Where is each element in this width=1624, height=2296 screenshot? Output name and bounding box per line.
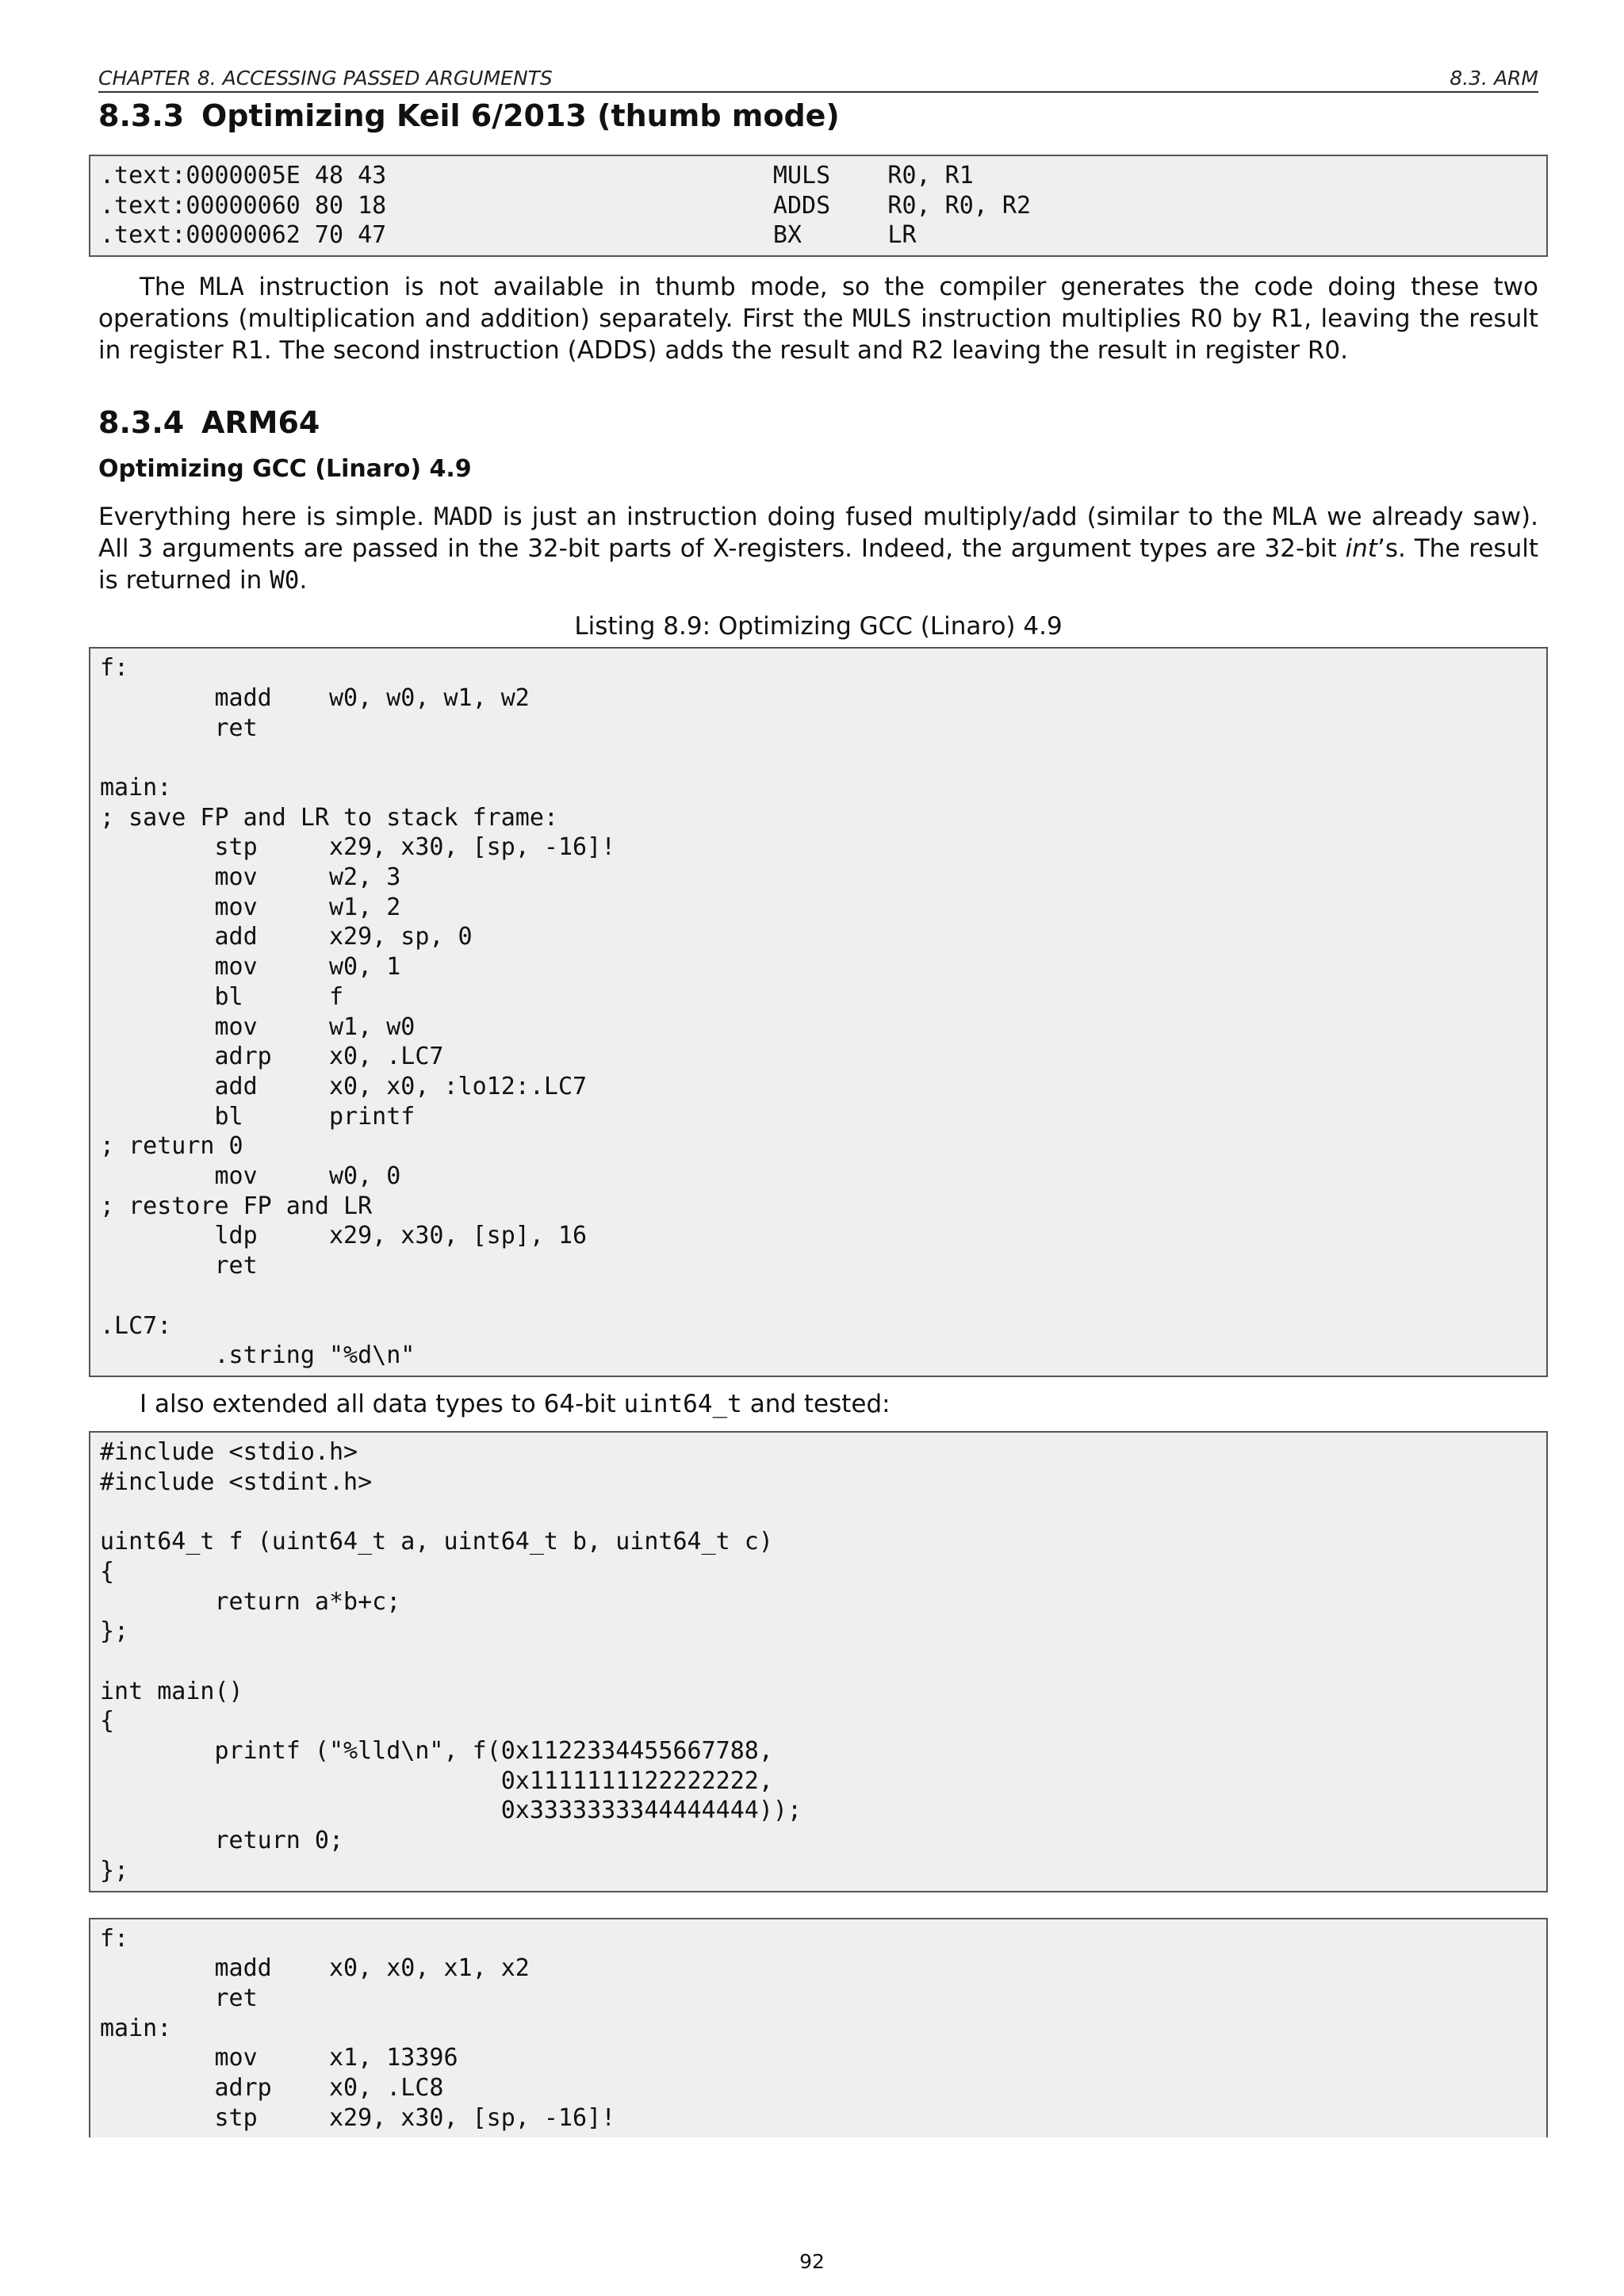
section-number: 8.3.4	[98, 405, 185, 441]
section-title: Optimizing Keil 6/2013 (thumb mode)	[201, 98, 840, 133]
header-chapter: CHAPTER 8. ACCESSING PASSED ARGUMENTS	[98, 67, 553, 90]
listing-c-code: #include <stdio.h> #include <stdint.h> uint64_t f (uint64_t a, uint64_t b, uint64_t c) { return a*b+c; }; int main() { printf ("%lld\n", f(0x1122334455667788, 0x1111111122222222, 0x3333333344444444)); return 0; };	[100, 1437, 802, 1885]
section-heading-834	[98, 400, 1538, 446]
running-header	[98, 67, 1538, 93]
inline-code: MLA	[199, 273, 244, 302]
listing-8-9	[89, 647, 1548, 1377]
text: Everything here is simple.	[98, 503, 435, 532]
italic-text: int	[1345, 534, 1377, 564]
inline-code: W0	[270, 566, 300, 595]
text: is just an instruction doing fused multiply/add (similar to the	[492, 503, 1274, 532]
text: I also extended all data types to 64-bit	[140, 1389, 624, 1418]
listing-arm64-code: f: madd x0, x0, x1, x2 ret main: mov x1, 13396 adrp x0, .LC8 stp x29, x30, [sp, -16]!	[100, 1924, 616, 2132]
header-section: 8.3. ARM	[1450, 67, 1538, 90]
listing-arm64-asm	[89, 1918, 1548, 2138]
listing-8-9-code: f: madd w0, w0, w1, w2 ret main: ; save FP and LR to stack frame: stp x29, x30, [sp, -16]! mov w2, 3 mov w1, 2 add x29, sp, 0 mov w0, 1 bl f mov w1, w0 adrp x0, .LC7 add x0, x0, :lo12:.LC7 bl printf ; return 0 mov w0, 0 ; restore FP and LR ldp x29, x30, [sp], 16 ret .LC7: .string "%d\n"	[100, 654, 616, 1370]
text: and tested:	[741, 1389, 891, 1418]
page-number: 92	[799, 2250, 825, 2273]
paragraph-uint64	[98, 1388, 1538, 1420]
listing-c-source	[89, 1431, 1548, 1892]
page-content	[98, 67, 1538, 2137]
text: we already saw). All 3 arguments are passed in the 32-bit parts of X-registers. Indeed, the argument types are 32-bit	[98, 503, 1538, 564]
text: The	[140, 273, 200, 302]
inline-code: MADD	[434, 503, 493, 532]
section-heading-833	[98, 93, 1538, 139]
text: .	[299, 566, 308, 595]
inline-code: uint64_t	[623, 1389, 742, 1418]
section-number: 8.3.3	[98, 98, 185, 133]
listing-caption: Listing 8.9: Optimizing GCC (Linaro) 4.9	[574, 612, 1063, 641]
section-title: ARM64	[201, 405, 320, 441]
text: instruction is not available in thumb mode, so the compiler generates the code doing these two operations (multiplication and addition) separately. First the	[98, 273, 1538, 334]
paragraph-madd	[98, 501, 1538, 596]
paragraph-mla	[98, 271, 1538, 366]
listing-keil-thumb	[89, 155, 1548, 257]
text: instruction multiplies R0 by R1, leaving the result in register R1. The second instruction (ADDS) adds the result and R2 leaving the result in register R0.	[98, 304, 1538, 365]
subsection-heading-gcc: Optimizing GCC (Linaro) 4.9	[98, 455, 472, 484]
inline-code: MULS	[852, 304, 912, 334]
listing-keil-code: .text:0000005E 48 43 MULS R0, R1 .text:00000060 80 18 ADDS R0, R0, R2 .text:00000062 70 47 BX LR	[100, 162, 1031, 250]
inline-code: MLA	[1273, 503, 1318, 532]
text: ’s. The result is returned in	[98, 534, 1538, 595]
